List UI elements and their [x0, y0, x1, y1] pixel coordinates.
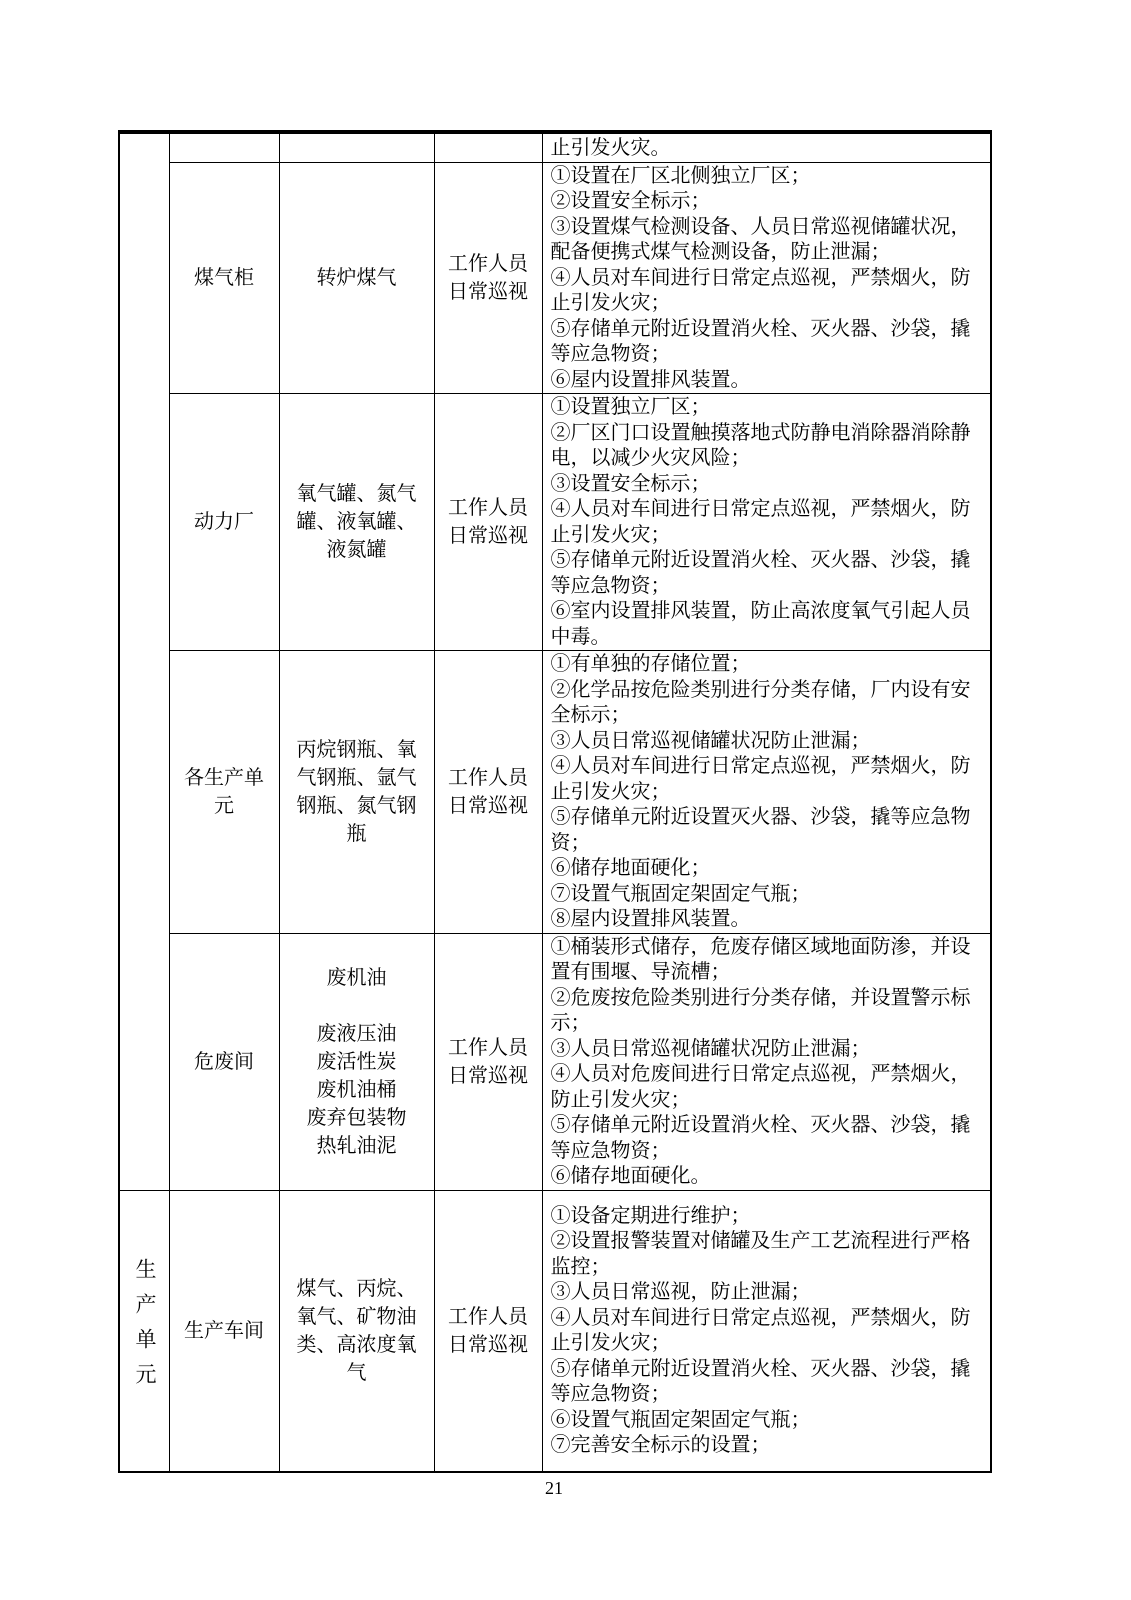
measures-cell	[542, 651, 991, 934]
text-line: ③人员日常巡视储罐状况防止泄漏；	[550, 729, 871, 752]
text-line: ④人员对车间进行日常定点巡视，严禁烟火，防止引发火灾；	[550, 266, 971, 314]
text-line: ①设置独立厂区；	[550, 396, 711, 418]
measures-cell	[542, 1190, 991, 1472]
table-row	[119, 1190, 991, 1472]
text-line: ②危废按危险类别进行分类存储，并设置警示标示；	[550, 986, 971, 1034]
text-line: ④人员对车间进行日常定点巡视，严禁烟火，防止引发火灾；	[550, 1306, 971, 1355]
text-line: ④人员对车间进行日常定点巡视，严禁烟火，防止引发火灾；	[550, 755, 971, 803]
text-line: ⑤存储单元附近设置消火栓、灭火器、沙袋，撬等应急物资；	[550, 1114, 971, 1162]
unit-name-cell: 煤气柜	[169, 162, 279, 394]
inspection-method-cell: 工作人员日常巡视	[434, 162, 542, 394]
text-line: 废活性炭	[316, 1050, 397, 1073]
unit-name-cell: 动力厂	[169, 394, 279, 651]
text-line: ⑤存储单元附近设置消火栓、灭火器、沙袋，撬等应急物资；	[550, 549, 971, 597]
text-line: ③人员日常巡视，防止泄漏；	[550, 1281, 811, 1304]
category-cell-empty	[119, 132, 169, 1190]
inspection-method-cell	[434, 132, 542, 162]
substances-cell	[279, 132, 434, 162]
text-line: 废液压油	[316, 1022, 397, 1045]
measures-cell	[542, 933, 991, 1190]
category-cell	[119, 1190, 169, 1472]
inspection-method-cell: 工作人员日常巡视	[434, 1190, 542, 1472]
substances-cell: 丙烷钢瓶、氧气钢瓶、氩气钢瓶、氮气钢瓶	[279, 651, 434, 934]
substances-cell: 转炉煤气	[279, 162, 434, 394]
text-line: ④人员对危废间进行日常定点巡视，严禁烟火，防止引发火灾；	[550, 1063, 971, 1111]
table-row	[119, 162, 991, 394]
text-line: ①桶装形式储存，危废存储区域地面防渗，并设置有围堰、导流槽；	[550, 935, 971, 983]
text-line: ⑤存储单元附近设置消火栓、灭火器、沙袋，撬等应急物资；	[550, 1357, 971, 1406]
unit-name-cell	[169, 132, 279, 162]
text-line: ⑥设置气瓶固定架固定气瓶；	[550, 1408, 811, 1431]
safety-measures-table	[118, 130, 992, 1473]
text-line: 热轧油泥	[316, 1134, 397, 1157]
text-line: 废弃包装物	[306, 1106, 407, 1129]
text-line: ⑦设置气瓶固定架固定气瓶；	[550, 882, 811, 905]
text-line: ②化学品按危险类别进行分类存储，厂内设有安全标示；	[550, 678, 971, 726]
measures-cell	[542, 394, 991, 651]
text-line: ④人员对车间进行日常定点巡视，严禁烟火，防止引发火灾；	[550, 498, 971, 546]
table-row	[119, 394, 991, 651]
substances-cell	[279, 933, 434, 1190]
text-line: ⑤存储单元附近设置消火栓、灭火器、沙袋，撬等应急物资；	[550, 317, 971, 365]
substances-cell: 煤气、丙烷、氧气、矿物油类、高浓度氧气	[279, 1190, 434, 1472]
text-line: ⑥屋内设置排风装置。	[550, 368, 751, 391]
text-line: ⑤存储单元附近设置灭火器、沙袋，撬等应急物资；	[550, 806, 971, 854]
category-label: 生产单元	[133, 1257, 157, 1398]
unit-name-cell: 各生产单元	[169, 651, 279, 934]
measures-cell	[542, 132, 991, 162]
text-line: ③设置煤气检测设备、人员日常巡视储罐状况，配备便携式煤气检测设备，防止泄漏；	[550, 215, 971, 263]
table-row	[119, 933, 991, 1190]
inspection-method-cell: 工作人员日常巡视	[434, 651, 542, 934]
text-line: ⑥室内设置排风装置，防止高浓度氧气引起人员中毒。	[550, 600, 971, 648]
page-number: 21	[545, 1478, 563, 1498]
text-line: ①有单独的存储位置；	[550, 653, 751, 675]
text-line: ⑥储存地面硬化；	[550, 857, 711, 879]
substances-cell: 氧气罐、氮气罐、液氧罐、液氮罐	[279, 394, 434, 651]
text-line: 废机油	[326, 966, 387, 989]
text-line: 止引发火灾。	[550, 136, 671, 159]
table-row	[119, 651, 991, 934]
text-line: ⑥储存地面硬化。	[550, 1165, 711, 1187]
text-line: ⑦完善安全标示的设置；	[550, 1434, 771, 1457]
text-line: ⑧屋内设置排风装置。	[550, 908, 751, 930]
inspection-method-cell: 工作人员日常巡视	[434, 933, 542, 1190]
unit-name-cell: 生产车间	[169, 1190, 279, 1472]
text-line: ①设置在厂区北侧独立厂区；	[550, 164, 811, 187]
text-line: ③人员日常巡视储罐状况防止泄漏；	[550, 1037, 871, 1060]
measures-cell	[542, 162, 991, 394]
text-line: ②设置报警装置对储罐及生产工艺流程进行严格监控；	[550, 1230, 971, 1278]
text-line: 废机油桶	[316, 1078, 397, 1101]
table-row	[119, 132, 991, 162]
text-line: ②厂区门口设置触摸落地式防静电消除器消除静电，以减少火灾风险；	[550, 421, 971, 469]
text-line: ①设备定期进行维护；	[550, 1204, 751, 1227]
text-line	[288, 992, 426, 1020]
text-line: ②设置安全标示；	[550, 190, 711, 212]
text-line: ③设置安全标示；	[550, 472, 711, 495]
unit-name-cell: 危废间	[169, 933, 279, 1190]
inspection-method-cell: 工作人员日常巡视	[434, 394, 542, 651]
